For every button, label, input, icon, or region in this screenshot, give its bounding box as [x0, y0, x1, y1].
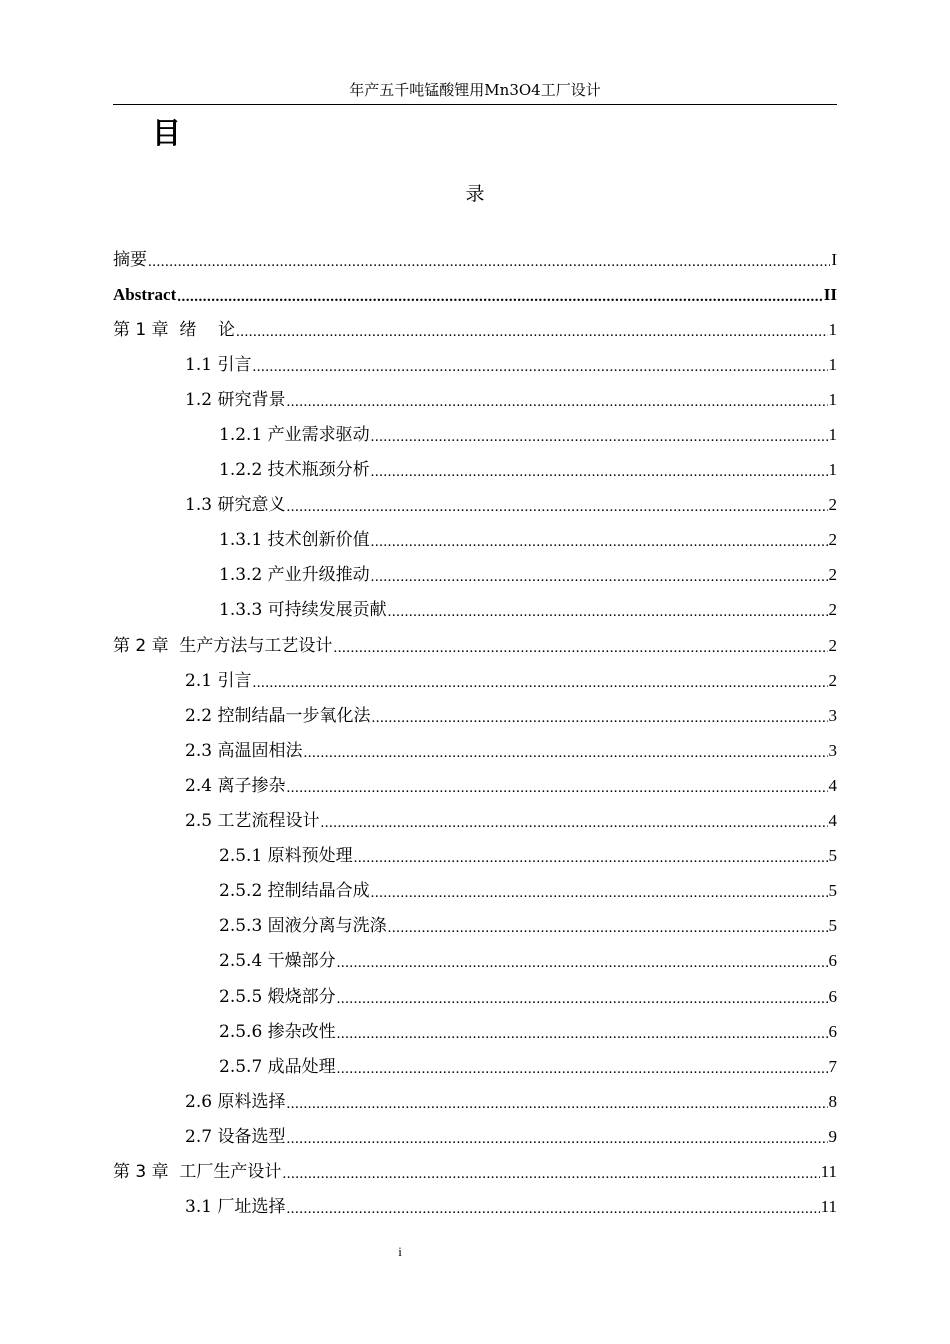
- dot-leader: [337, 1058, 828, 1080]
- toc-entry-page: 1: [828, 460, 837, 480]
- toc-entry[interactable]: [113, 347, 837, 382]
- toc-entry[interactable]: [113, 417, 837, 452]
- toc-entry-page: 1: [828, 319, 837, 339]
- toc-entry-page: 5: [828, 846, 837, 866]
- toc-entry-title: 2.3 高温固相法: [185, 740, 303, 761]
- toc-entry-page: I: [831, 249, 837, 269]
- toc-entry-page: 4: [828, 811, 837, 831]
- toc-entry[interactable]: [113, 1084, 837, 1119]
- dot-leader: [303, 742, 827, 764]
- dot-leader: [282, 1163, 819, 1185]
- toc-entry[interactable]: [113, 558, 837, 593]
- toc-entry[interactable]: [113, 804, 837, 839]
- dot-leader: [286, 1198, 819, 1220]
- toc-entry-page: 3: [828, 740, 837, 760]
- toc-entry-title: 第 3 章 工厂生产设计: [113, 1161, 282, 1182]
- toc-entry[interactable]: [113, 698, 837, 733]
- dot-leader: [371, 882, 828, 904]
- dot-leader: [388, 601, 828, 623]
- dot-leader: [371, 426, 828, 448]
- toc-entry-page: II: [823, 284, 837, 304]
- toc-entry-page: 2: [828, 670, 837, 690]
- toc-entry-title: Abstract: [113, 284, 177, 304]
- toc-entry-title: 2.7 设备选型: [185, 1126, 286, 1147]
- toc-entry-title: 2.5.1 原料预处理: [219, 846, 353, 867]
- toc-entry-title: 3.1 厂址选择: [185, 1197, 286, 1218]
- toc-entry[interactable]: [113, 944, 837, 979]
- toc-entry-page: 6: [828, 1021, 837, 1041]
- toc-entry-page: 2: [828, 530, 837, 550]
- dot-leader: [177, 286, 823, 308]
- toc-entry-page: 5: [828, 881, 837, 901]
- toc-entry[interactable]: [113, 979, 837, 1014]
- toc-entry[interactable]: [113, 1154, 837, 1189]
- toc-entry[interactable]: [113, 909, 837, 944]
- toc-entry-page: 5: [828, 916, 837, 936]
- toc-entry-title: 2.5.5 煅烧部分: [219, 986, 336, 1007]
- toc-entry-page: 2: [828, 495, 837, 515]
- toc-entry[interactable]: [113, 628, 837, 663]
- toc-entry-page: 11: [820, 1197, 837, 1217]
- toc-entry[interactable]: [113, 1014, 837, 1049]
- toc-entry-title: 摘要: [113, 249, 147, 270]
- toc-entry[interactable]: [113, 277, 837, 312]
- toc-entry-title: 2.5.4 干燥部分: [219, 951, 336, 972]
- toc-entry-page: 6: [828, 951, 837, 971]
- toc-entry-page: 8: [828, 1091, 837, 1111]
- toc-entry-title: 1.3.3 可持续发展贡献: [219, 600, 387, 621]
- toc-entry-title: 1.3.2 产业升级推动: [219, 565, 370, 586]
- toc-entry-title: 2.5.2 控制结晶合成: [219, 881, 370, 902]
- toc-entry-page: 11: [820, 1161, 837, 1181]
- toc-entry-page: 9: [828, 1126, 837, 1146]
- toc-entry-page: 2: [828, 600, 837, 620]
- toc-entry-page: 6: [828, 986, 837, 1006]
- dot-leader: [148, 251, 830, 273]
- toc-entry-page: 1: [828, 354, 837, 374]
- toc-entry-page: 2: [828, 635, 837, 655]
- toc-entry-title: 2.5.7 成品处理: [219, 1056, 336, 1077]
- toc-entry-title: 1.3.1 技术创新价值: [219, 530, 370, 551]
- toc-entry-title: 1.2.2 技术瓶颈分析: [219, 460, 370, 481]
- toc-entry-page: 1: [828, 389, 837, 409]
- toc-entry[interactable]: [113, 488, 837, 523]
- dot-leader: [286, 1128, 827, 1150]
- toc-entry-title: 第 1 章 绪 论: [113, 319, 236, 340]
- toc-entry-title: 1.1 引言: [185, 354, 252, 375]
- dot-leader: [286, 777, 827, 799]
- toc-entry-page: 3: [828, 705, 837, 725]
- toc-entry[interactable]: [113, 593, 837, 628]
- toc-entry-title: 1.3 研究意义: [185, 495, 286, 516]
- toc-entry[interactable]: [113, 382, 837, 417]
- dot-leader: [354, 847, 828, 869]
- toc-entry-title: 2.4 离子掺杂: [185, 775, 286, 796]
- toc-entry[interactable]: [113, 733, 837, 768]
- dot-leader: [371, 531, 828, 553]
- dot-leader: [371, 461, 828, 483]
- toc-entry-page: 7: [828, 1056, 837, 1076]
- toc-entry-title: 1.2 研究背景: [185, 389, 286, 410]
- toc-entry-title: 2.5.6 掺杂改性: [219, 1021, 336, 1042]
- toc-heading-part-1: 目: [152, 116, 182, 150]
- toc-entry-page: 4: [828, 775, 837, 795]
- page-number: i: [398, 1244, 402, 1259]
- toc-entry[interactable]: [113, 1049, 837, 1084]
- dot-leader: [371, 707, 827, 729]
- toc-entry-page: 1: [828, 425, 837, 445]
- dot-leader: [286, 391, 827, 413]
- dot-leader: [337, 988, 828, 1010]
- document-title: 年产五千吨锰酸锂用Mn3O4工厂设计: [349, 81, 601, 99]
- dot-leader: [252, 672, 827, 694]
- dot-leader: [388, 917, 828, 939]
- toc-entry[interactable]: [113, 874, 837, 909]
- toc-entry[interactable]: [113, 523, 837, 558]
- toc-heading-part-2: 录: [465, 183, 485, 205]
- toc-entry[interactable]: [113, 242, 837, 277]
- dot-leader: [371, 566, 828, 588]
- toc-entry[interactable]: [113, 839, 837, 874]
- toc-entry[interactable]: [113, 1119, 837, 1154]
- dot-leader: [337, 952, 828, 974]
- toc-entry-title: 1.2.1 产业需求驱动: [219, 425, 370, 446]
- table-of-contents: [113, 242, 837, 1225]
- toc-entry[interactable]: [113, 1190, 837, 1225]
- page-header: [113, 78, 837, 105]
- dot-leader: [337, 1023, 828, 1045]
- dot-leader: [333, 637, 827, 659]
- dot-leader: [286, 1093, 827, 1115]
- toc-entry[interactable]: [113, 768, 837, 803]
- toc-entry-title: 2.1 引言: [185, 670, 252, 691]
- dot-leader: [236, 321, 827, 343]
- toc-entry-title: 2.5 工艺流程设计: [185, 811, 320, 832]
- toc-entry[interactable]: [113, 663, 837, 698]
- toc-entry[interactable]: [113, 453, 837, 488]
- toc-entry[interactable]: [113, 312, 837, 347]
- toc-entry-title: 2.6 原料选择: [185, 1091, 286, 1112]
- toc-entry-title: 2.2 控制结晶一步氧化法: [185, 705, 371, 726]
- toc-entry-page: 2: [828, 565, 837, 585]
- toc-entry-title: 2.5.3 固液分离与洗涤: [219, 916, 387, 937]
- dot-leader: [252, 356, 827, 378]
- toc-entry-title: 第 2 章 生产方法与工艺设计: [113, 635, 333, 656]
- dot-leader: [320, 812, 827, 834]
- dot-leader: [286, 496, 827, 518]
